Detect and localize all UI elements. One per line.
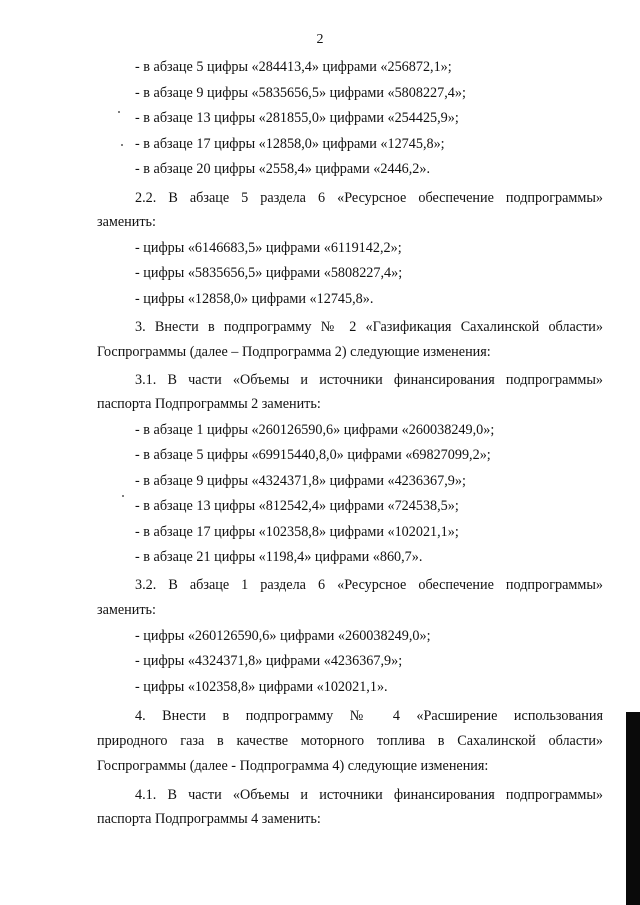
text-line: - цифры «5835656,5» цифрами «5808227,4»; xyxy=(135,265,403,281)
paragraph-first-line: 4. Внести в подпрограмму № 4 «Расширение использования xyxy=(135,708,603,724)
page-number: 2 xyxy=(316,32,324,47)
text-line: паспорта Подпрограммы 4 заменить: xyxy=(97,811,321,827)
text-line: Госпрограммы (далее – Подпрограмма 2) следующие изменения: xyxy=(97,344,491,360)
scan-speck xyxy=(118,111,120,113)
text-line: - цифры «4324371,8» цифрами «4236367,9»; xyxy=(135,653,403,669)
text-line: - в абзаце 17 цифры «12858,0» цифрами «12745,8»; xyxy=(135,136,445,152)
paragraph-line: природного газа в качестве моторного топлива в Сахалинской области» xyxy=(97,733,603,749)
text-line: - в абзаце 20 цифры «2558,4» цифрами «2446,2». xyxy=(135,161,431,177)
paragraph-first-line: 3.1. В части «Объемы и источники финансирования подпрограммы» xyxy=(135,372,603,388)
text-line: заменить: xyxy=(97,602,156,618)
text-line: - в абзаце 5 цифры «284413,4» цифрами «256872,1»; xyxy=(135,59,452,75)
paragraph-first-line: 3.2. В абзаце 1 раздела 6 «Ресурсное обеспечение подпрограммы» xyxy=(135,577,603,593)
text-line: - в абзаце 9 цифры «5835656,5» цифрами «5808227,4»; xyxy=(135,85,466,101)
scan-speck xyxy=(122,495,124,497)
scan-speck xyxy=(121,144,123,146)
text-line: - в абзаце 5 цифры «69915440,8,0» цифрами «69827099,2»; xyxy=(135,447,491,463)
text-line: заменить: xyxy=(97,214,156,230)
scan-edge-bar xyxy=(626,712,640,905)
text-line: - в абзаце 1 цифры «260126590,6» цифрами «260038249,0»; xyxy=(135,422,495,438)
text-line: - в абзаце 13 цифры «281855,0» цифрами «254425,9»; xyxy=(135,110,459,126)
text-line: - цифры «12858,0» цифрами «12745,8». xyxy=(135,291,374,307)
text-line: Госпрограммы (далее - Подпрограмма 4) следующие изменения: xyxy=(97,758,489,774)
paragraph-first-line: 3. Внести в подпрограмму № 2 «Газификация Сахалинской области» xyxy=(135,319,603,335)
text-line: - в абзаце 13 цифры «812542,4» цифрами «724538,5»; xyxy=(135,498,459,514)
text-line: - в абзаце 9 цифры «4324371,8» цифрами «4236367,9»; xyxy=(135,473,466,489)
text-line: - цифры «6146683,5» цифрами «6119142,2»; xyxy=(135,240,402,256)
text-line: паспорта Подпрограммы 2 заменить: xyxy=(97,396,321,412)
text-line: - цифры «260126590,6» цифрами «260038249,0»; xyxy=(135,628,431,644)
paragraph-first-line: 4.1. В части «Объемы и источники финансирования подпрограммы» xyxy=(135,787,603,803)
text-line: - в абзаце 21 цифры «1198,4» цифрами «860,7». xyxy=(135,549,423,565)
text-line: - в абзаце 17 цифры «102358,8» цифрами «102021,1»; xyxy=(135,524,459,540)
text-line: - цифры «102358,8» цифрами «102021,1». xyxy=(135,679,388,695)
paragraph-first-line: 2.2. В абзаце 5 раздела 6 «Ресурсное обеспечение подпрограммы» xyxy=(135,190,603,206)
